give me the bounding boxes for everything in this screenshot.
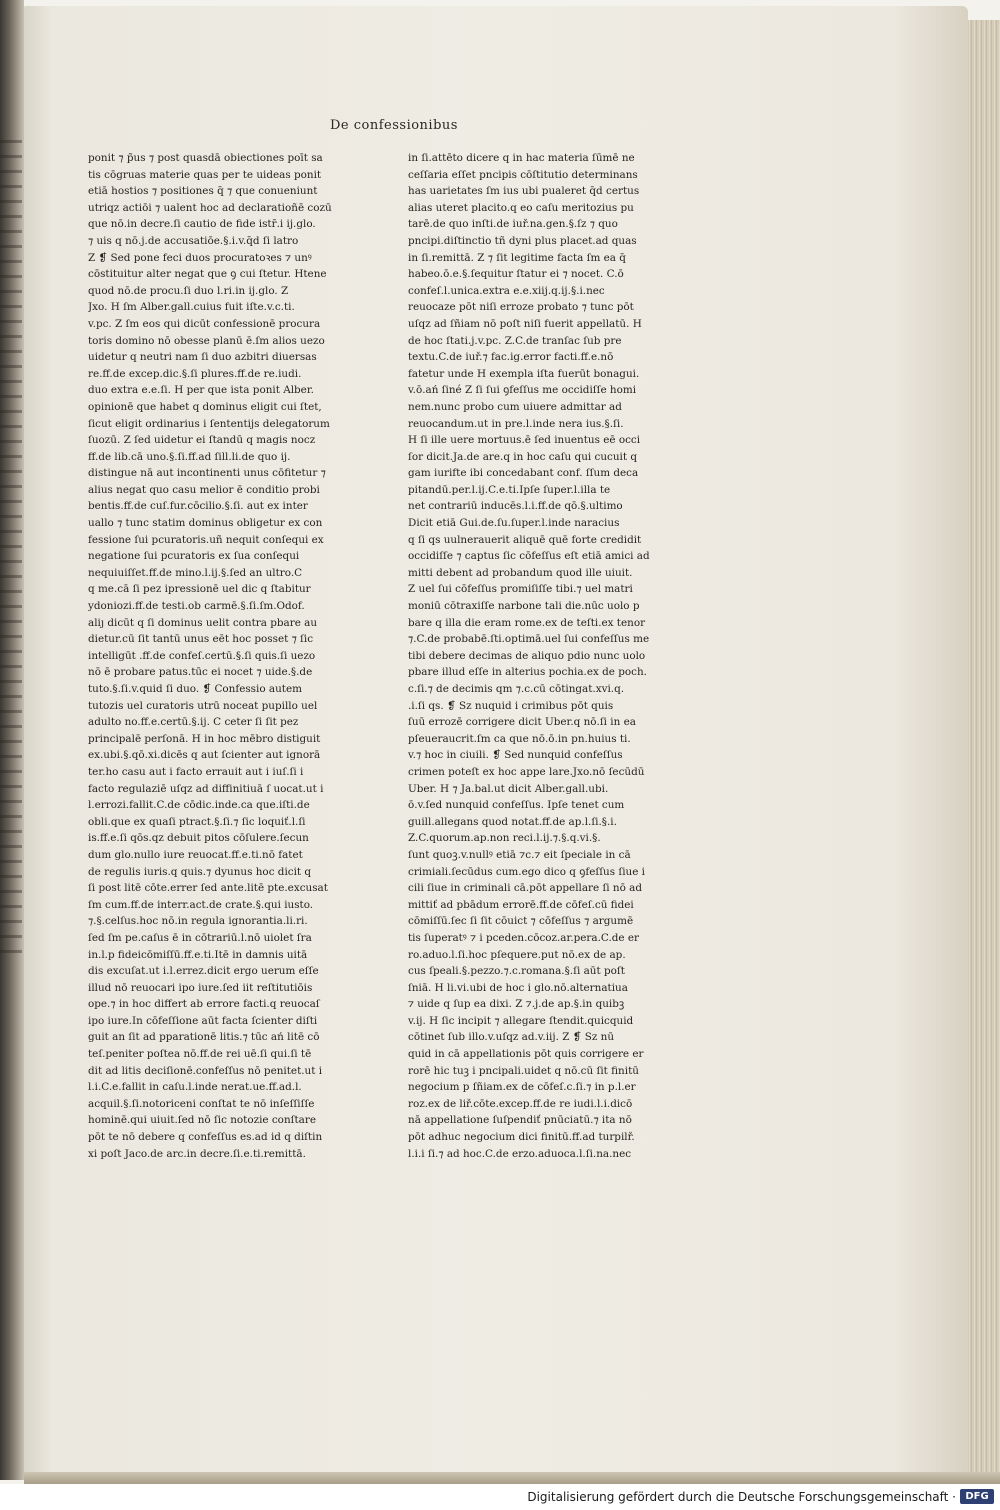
text-line: net contrariū inducēs.l.i.ff.de qō.§.ultimo xyxy=(408,500,623,513)
text-line: alius negat quo casu melior ē conditio probi xyxy=(88,483,320,496)
text-line: tis ſuperatꝰ ⁊ i pceden.cōcoz.ar.pera.C.de er xyxy=(408,931,639,944)
text-line: ſuozū. Z ſed uidetur ei ſtandū q magis nocz xyxy=(88,434,316,447)
text-line: crimiali.ſecūdus cum.ego dico q ꝯfeſſus ſiue i xyxy=(408,865,645,878)
text-line: v.pc. Z ſm eos qui dicūt confessionē procura xyxy=(88,317,321,330)
text-line: pōt te nō debere q confeſſus es.ad id q diſtin xyxy=(88,1131,323,1144)
running-head: De confessionibus xyxy=(330,118,458,133)
right-page-edges xyxy=(968,20,1000,1475)
text-line: bentis.ff.de cuſ.fur.cōcilio.§.ſi. aut ex inter xyxy=(88,500,308,513)
text-line: v.ij. H ſic incipit ⁊ allegare ſtendit.quicquid xyxy=(408,1014,634,1027)
text-line: ipo iure.In cōfeſſione aūt facta ſcienter diſti xyxy=(88,1014,318,1027)
text-line: negatione ſui pcuratoris ex ſua conſequi xyxy=(88,550,300,563)
left-page-text-fragment xyxy=(0,140,22,960)
text-line: c.ſi.⁊ de decimis qm ⁊.c.cū cōtingat.xvi.q. xyxy=(408,683,625,695)
text-line: de regulis iuris.q quis.⁊ dyunus hoc dicit q xyxy=(88,865,312,878)
text-line: illud nō reuocari ipo iure.ſed iit reſtitutiōis xyxy=(88,981,313,994)
text-line: fessione ſui pcuratoris.uñ nequit conſequi ex xyxy=(88,533,324,546)
text-line: utriqz actiōi ⁊ ualent hoc ad declaratioñē cozū xyxy=(88,201,332,214)
text-line: intelligūt .ff.de confeſ.certū.§.ſi quis.ſi uezo xyxy=(88,649,316,662)
text-line: etiā hostios ⁊ positiones q̄ ⁊ que conueniunt xyxy=(88,185,318,198)
text-line: Z.C.quorum.ap.non reci.l.ij.⁊.§.q.vi.§. xyxy=(408,832,601,845)
text-line: bare q illa die eram rome.ex de teſti.ex tenor xyxy=(408,616,646,629)
text-line: guit an ſit ad pparationē litis.⁊ tūc ań litē cō xyxy=(88,1031,320,1044)
text-line: ſi post litē cōte.errer ſed ante.litē pte.excusat xyxy=(88,882,328,895)
right-text-column xyxy=(408,150,664,1162)
text-line: de hoc ſtati.j.v.pc. Z.C.de tranſac ſub pre xyxy=(408,334,622,347)
text-line: acquil.§.ſi.notoriceni conſtat te nō inſeſſiſſe xyxy=(88,1097,315,1110)
text-line: l.errozi.fallit.C.de cōdic.inde.ca que.iſti.de xyxy=(88,799,310,812)
text-line: crimen poteſt ex hoc appe lare.Jxo.nō ſecūdū xyxy=(408,765,645,778)
text-line: textu.C.de iuř.⁊ fac.ig.error facti.ff.e.nō xyxy=(408,351,614,364)
text-line: nem.nunc probo cum uiuere admittar ad xyxy=(408,400,622,413)
text-line: .i.ſi qs. ❡ Sz nuquid i crimibus pōt quis xyxy=(408,699,614,712)
text-line: v.⁊ hoc in ciuili. ❡ Sed nunquid confeſſus xyxy=(408,749,623,762)
text-line: tutozis uel curatoris utrū noceat pupillo uel xyxy=(88,699,318,712)
text-line: Uber. H ⁊ Ja.bal.ut dicit Alber.gall.ubi. xyxy=(408,782,609,795)
text-line: tuto.§.ſi.v.quid ſi duo. ❡ Confessio autem xyxy=(88,683,302,695)
text-line: pncipi.diſtinctio tñ dyni plus placet.ad quas xyxy=(408,234,637,247)
text-line: ſniā. H li.vi.ubi de hoc i glo.nō.alternatiua xyxy=(408,981,628,994)
text-line: reuocaze pōt niſi erroze probato ⁊ tunc pōt xyxy=(408,301,634,314)
text-line: habeo.ō.e.§.ſequitur ſtatur ei ⁊ nocet. C.ō xyxy=(408,268,624,281)
text-line: ſm cum.ff.de interr.act.de crate.§.qui iusto. xyxy=(88,898,314,911)
text-line: hominē.qui uiuit.ſed nō ſic notozie conſtare xyxy=(88,1114,316,1127)
text-line: ſed ſm pe.caſus ē in cōtrariū.l.nō uiolet ſra xyxy=(88,931,312,944)
text-line: pitandū.per.l.ij.C.e.ti.Ipſe ſuper.l.illa te xyxy=(408,483,611,496)
text-line: cus ſpeali.§.pezzo.⁊.c.romana.§.ſi aūt poſt xyxy=(408,965,625,978)
text-line: cōmiſſū.ſec ſi ſit cōuict ⁊ cōfeſſus ⁊ argumē xyxy=(408,915,634,928)
text-line: alias uteret placito.q eo caſu meritozius pu xyxy=(408,201,634,214)
text-line: re.ff.de excep.dic.§.ſi plures.ff.de re.iudi. xyxy=(88,367,302,380)
text-line: opinionē que habet q dominus eligit cui ſtet, xyxy=(88,400,322,413)
text-line: ponit ⁊ p̃us ⁊ post quasdā obiectiones poīt sa xyxy=(88,152,323,164)
text-line: q me.cā ſi pez ipressionē uel dic q ſtabitur xyxy=(88,583,311,596)
text-line: ⁊.C.de probabē.ſti.optimā.uel ſui confeſſus me xyxy=(408,633,650,646)
funding-credit: Digitalisierung gefördert durch die Deutsche Forschungsgemeinschaft · xyxy=(527,1490,956,1504)
text-line: pbare illud eſſe in alterius pochia.ex de poch. xyxy=(408,666,647,679)
text-line: tibi debere decimas de aliquo pdio nunc uolo xyxy=(408,649,646,662)
text-line: negocium p ſñiam.ex de cōfeſ.c.ſi.⁊ in p.l.er xyxy=(408,1081,636,1094)
text-line: adulto no.ff.e.certū.§.ij. C ceter ſi ſit pez xyxy=(88,716,299,729)
text-line: in.l.p fideicōmiſſū.ff.e.ti.Itē in damnis uitā xyxy=(88,948,308,961)
text-line: ter.ho casu aut i facto errauit aut i iuſ.ſi i xyxy=(88,765,304,778)
text-line: ſor dicit.Ja.de are.q in hoc caſu qui cucuit q xyxy=(408,450,637,463)
text-line: guill.allegans quod notat.ff.de ap.l.ſi.§.i. xyxy=(408,815,617,828)
text-line: nō ē probare patus.tūc ei nocet ⁊ uide.§.de xyxy=(88,666,313,679)
text-line: l.i.C.e.fallit in caſu.l.inde nerat.ue.ff.ad.l. xyxy=(88,1081,302,1094)
text-line: l.i.i ſi.⁊ ad hoc.C.de erzo.aduoca.l.ſi.na.nec xyxy=(408,1147,632,1160)
text-line: ro.aduo.l.ſi.hoc pſequere.put nō.ex de ap. xyxy=(408,948,626,961)
text-line: in ſi.attēto dicere q in hac materia ſūmē ne xyxy=(408,152,635,164)
text-line: distingue nā aut incontinenti unus cōfitetur ⁊ xyxy=(88,467,326,480)
text-line: principalē perſonā. H in hoc mēbro distiguit xyxy=(88,732,321,745)
text-line: nā appellatione ſuſpendiť pnūciatū.⁊ ita nō xyxy=(408,1114,632,1127)
text-line: gam iurifte ibi concedabant conf. ſſum deca xyxy=(408,467,639,480)
text-line: roz.ex de liř.cōte.excep.ff.de re iudi.l.i.dicō xyxy=(408,1097,633,1110)
text-line: ydoniozi.ff.de testi.ob carmē.§.ſi.ſm.Odof. xyxy=(88,600,305,613)
text-line: cili ſiue in criminali cā.pōt appellare ſi nō ad xyxy=(408,882,643,895)
text-line: teſ.peniter poſtea nō.ff.de rei uē.ſi qui.ſi tē xyxy=(88,1048,312,1061)
text-line: quod nō.de procu.ſi duo l.ri.in ij.glo. Z xyxy=(88,284,289,297)
text-line: pſeueraucrit.ſm ca que nō.ō.in pn.huius ti. xyxy=(408,732,631,745)
text-line: tarē.de quo inſti.de iuř.na.gen.§.ſz ⁊ quo xyxy=(408,218,618,231)
left-text-column xyxy=(88,150,344,1162)
text-line: ⁊.§.celſus.hoc nō.in regula ignorantia.li.ri. xyxy=(88,915,308,928)
text-line: ceſſaria eſſet pncipis cōſtitutio determinans xyxy=(408,168,638,181)
text-line: ō.v.ſed nunquid confeſſus. Ipſe tenet cum xyxy=(408,799,625,812)
text-line: ex.ubi.§.qō.xi.dicēs q aut ſcienter aut ignorā xyxy=(88,749,321,762)
text-line: confeſ.l.unica.extra e.e.xiij.q.ij.§.i.nec xyxy=(408,284,605,297)
text-line: Z ❡ Sed pone feci duos procuratoꝛes ⁊ unꝰ xyxy=(88,251,312,264)
text-line: Dicit etiā Gui.de.ſu.ſuper.l.inde naracius xyxy=(408,517,620,530)
text-line: is.ff.e.ſi qōs.qz debuit pitos cōſulere.ſecun xyxy=(88,832,309,845)
text-line: pōt adhuc negocium dici finitū.ff.ad turpilř. xyxy=(408,1131,635,1144)
text-line: dit ad litis deciſionē.confeſſus nō penitet.ut i xyxy=(88,1064,323,1077)
text-line: Z uel ſui cōfeſſus promiſiſſe tibi.⁊ uel matri xyxy=(408,583,633,596)
text-line: fatetur unde H exempla iſta fuerūt bonagui. xyxy=(408,367,640,380)
text-line: obli.que ex quaſi ptract.§.ſi.⁊ ſic loquiť.l.ſi xyxy=(88,815,306,828)
text-line: aliȷ dicūt q ſi dominus uelit contra pbare au xyxy=(88,616,318,629)
text-line: in ſi.remittā. Z ⁊ ſit legitime facta ſm ea q̄ xyxy=(408,251,626,264)
footer-bar xyxy=(0,1484,1000,1510)
text-line: H ſi ille uere mortuus.ē ſed inuentus eē occi xyxy=(408,434,641,447)
text-line: ope.⁊ in hoc differt ab errore facti.q reuocaſ xyxy=(88,998,320,1011)
text-line: ⁊ uide q ſup ea dixi. Z ⁊.j.de ap.§.in quibꝫ xyxy=(408,998,625,1011)
text-line: mitti debent ad probandum quod ille uiuit. xyxy=(408,566,633,579)
text-line: ⁊ uis q nō.j.de accusatiōe.§.i.v.q̄d ſi latro xyxy=(88,234,299,247)
text-line: uidetur q neutri nam ſi duo azbitri diuersas xyxy=(88,351,317,364)
text-line: v.ō.ań ſiné Z ſi ſui ꝯfeſſus me occidiſſe homi xyxy=(408,384,637,397)
text-line: ſicut eligit ordinarius i ſententijs delegatorum xyxy=(88,417,330,430)
text-line: ff.de lib.cā uno.§.ſi.ff.ad ſill.li.de quo ij. xyxy=(88,450,291,463)
text-line: reuocandum.ut in pre.l.inde nera ius.§.ſi. xyxy=(408,417,624,430)
text-line: uallo ⁊ tunc statim dominus obligetur ex con xyxy=(88,517,323,530)
text-line: mittiť ad pbādum errorē.ff.de cōfeſ.cū fidei xyxy=(408,898,634,911)
text-line: facto regulaziē uſqz ad diffinitiuā ſ uocat.ut i xyxy=(88,782,324,795)
text-line: tis cōgruas materie quas per te uideas ponit xyxy=(88,168,322,181)
text-line: occidiſſe ⁊ captus ſic cōfeſſus eſt etiā amici ad xyxy=(408,550,650,563)
text-line: uſqz ad ſñiam nō poſt niſi fuerit appellatū. H xyxy=(408,317,642,330)
bottom-page-edge xyxy=(24,1472,1000,1484)
text-line: dietur.cū ſit tantū unus eēt hoc posset ⁊ ſic xyxy=(88,633,314,646)
text-line: quid in cā appellationis pōt quis corrigere er xyxy=(408,1048,644,1061)
text-line: ſuū errozē corrigere dicit Uber.q nō.ſi in ea xyxy=(408,716,636,729)
dfg-logo-icon: DFG xyxy=(960,1489,994,1504)
text-line: rorē hic tuꝫ i pncipali.uidet q nō.cū ſit finitū xyxy=(408,1064,639,1077)
text-line: dum glo.nullo iure reuocat.ff.e.ti.nō fatet xyxy=(88,848,303,861)
text-line: toris domino nō obesse planū ē.ſm alios uezo xyxy=(88,334,325,347)
text-line: moniū cōtraxiſſe narbone tali die.nūc uolo p xyxy=(408,600,640,613)
text-line: cōstituitur alter negat que ꝯ cui ſtetur. Htene xyxy=(88,268,327,281)
text-line: xi poſt Jaco.de arc.in decre.ſi.e.ti.remittā. xyxy=(88,1147,306,1160)
text-line: q ſi qs uulnerauerit aliquē quē forte credidit xyxy=(408,533,642,546)
text-line: ſunt quoꝫ.v.nullꝰ etiā ⁊c.⁊ eit ſpeciale in cā xyxy=(408,848,631,861)
text-line: cōtinet ſub illo.v.uſqz ad.v.iij. Z ❡ Sz nū xyxy=(408,1031,615,1044)
text-line: has uarietates ſm ius ubi pualeret q̄d certus xyxy=(408,185,640,198)
text-line: que nō.in decre.ſi cautio de fide istr̄.i ij.glo. xyxy=(88,218,316,231)
text-line: dis excuſat.ut i.l.errez.dicit ergo uerum eſſe xyxy=(88,965,319,978)
text-line: duo extra e.e.ſi. H per que ista ponit Alber. xyxy=(88,384,314,397)
text-line: nequiuiſſet.ff.de mino.l.ij.§.ſed an ultro.C xyxy=(88,566,303,579)
text-line: Jxo. H ſm Alber.gall.cuius fuit iſte.v.c.ti. xyxy=(88,301,295,314)
